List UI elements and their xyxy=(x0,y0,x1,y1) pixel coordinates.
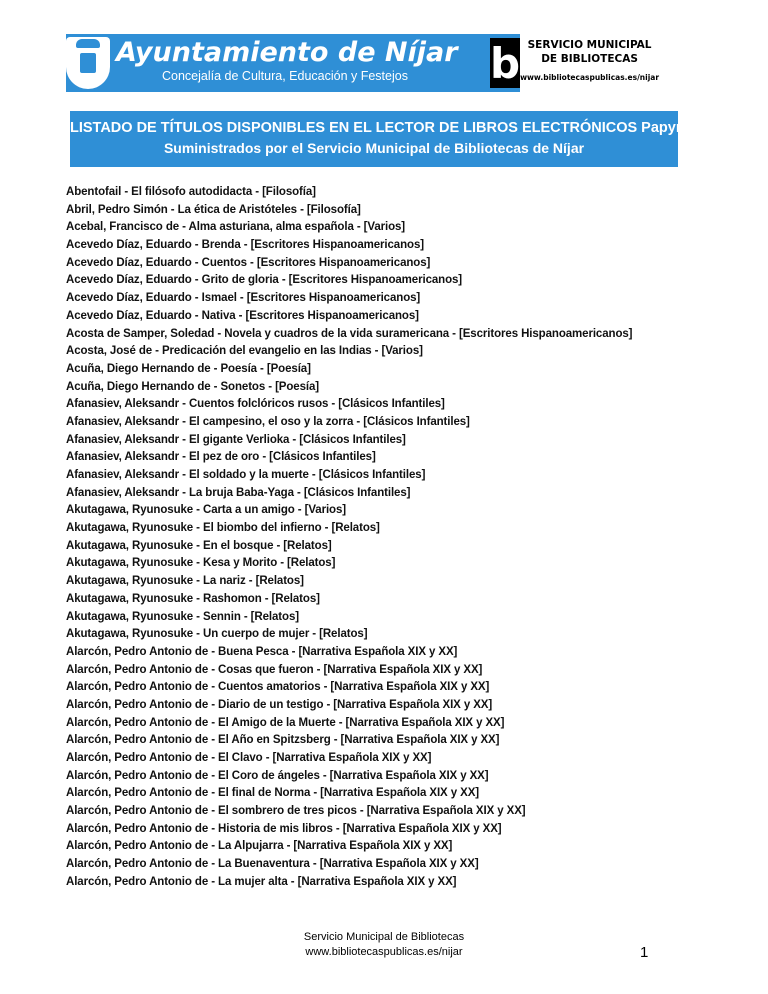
service-url: www.bibliotecaspublicas.es/nijar xyxy=(520,73,660,82)
header-titles xyxy=(110,34,490,92)
list-item: Afanasiev, Aleksandr - El soldado y la muerte - [Clásicos Infantiles] xyxy=(66,469,426,481)
list-item: Acevedo Díaz, Eduardo - Ismael - [Escritores Hispanoamericanos] xyxy=(66,292,421,305)
list-item: Alarcón, Pedro Antonio de - La mujer alta - [Narrativa Española XIX y XX] xyxy=(66,875,457,888)
list-item: Akutagawa, Ryunosuke - Kesa y Morito - [Relatos] xyxy=(66,557,336,570)
list-item: Alarcón, Pedro Antonio de - Cuentos amatorios - [Narrativa Española XIX y XX] xyxy=(66,681,490,694)
list-item: Alarcón, Pedro Antonio de - El Año en Spitzsberg - [Narrativa Española XIX y XX] xyxy=(66,734,500,747)
list-item: Alarcón, Pedro Antonio de - Diario de un testigo - [Narrativa Española XIX y XX] xyxy=(66,698,493,711)
library-service-block xyxy=(520,34,659,92)
list-item: Afanasiev, Aleksandr - El campesino, el oso y la zorra - [Clásicos Infantiles] xyxy=(66,415,470,428)
list-item: Acevedo Díaz, Eduardo - Grito de gloria - [Escritores Hispanoamericanos] xyxy=(66,274,463,287)
service-name: SERVICIO MUNICIPAL DE BIBLIOTECAS xyxy=(527,39,652,65)
list-item: Abentofail - El filósofo autodidacta - [Filosofía] xyxy=(66,186,316,198)
list-item: Abril, Pedro Simón - La ética de Aristóteles - [Filosofía] xyxy=(66,203,361,216)
list-item: Alarcón, Pedro Antonio de - Historia de mis libros - [Narrativa Española XIX y XX] xyxy=(66,822,502,835)
list-item: Akutagawa, Ryunosuke - Sennin - [Relatos] xyxy=(66,610,299,623)
list-item: Akutagawa, Ryunosuke - Un cuerpo de mujer - [Relatos] xyxy=(66,628,368,641)
brand-title: Ayuntamiento de Níjar xyxy=(116,37,458,68)
list-item: Alarcón, Pedro Antonio de - El final de Norma - [Narrativa Española XIX y XX] xyxy=(66,787,479,800)
list-item: Afanasiev, Aleksandr - El gigante Verlioka - [Clásicos Infantiles] xyxy=(66,433,406,446)
title-list xyxy=(66,184,686,892)
list-item: Acevedo Díaz, Eduardo - Nativa - [Escritores Hispanoamericanos] xyxy=(66,309,419,322)
header-banner xyxy=(66,34,660,92)
page-number: 1 xyxy=(640,944,649,961)
list-item: Acosta, José de - Predicación del evangelio en las Indias - [Varios] xyxy=(66,345,423,358)
footer-service-name: Servicio Municipal de Bibliotecas xyxy=(303,931,465,943)
footer-url: www.bibliotecaspublicas.es/nijar xyxy=(305,946,463,958)
list-item: Akutagawa, Ryunosuke - El biombo del infierno - [Relatos] xyxy=(66,522,380,535)
list-item: Acevedo Díaz, Eduardo - Brenda - [Escritores Hispanoamericanos] xyxy=(66,239,424,252)
list-item: Acevedo Díaz, Eduardo - Cuentos - [Escritores Hispanoamericanos] xyxy=(66,256,431,269)
list-item: Afanasiev, Aleksandr - Cuentos folclóricos rusos - [Clásicos Infantiles] xyxy=(66,398,445,411)
list-item: Alarcón, Pedro Antonio de - El sombrero de tres picos - [Narrativa Española XIX y XX] xyxy=(66,805,526,818)
list-item: Alarcón, Pedro Antonio de - La Buenaventura - [Narrativa Española XIX y XX] xyxy=(66,858,479,871)
page-footer xyxy=(0,930,768,960)
list-item: Akutagawa, Ryunosuke - La nariz - [Relatos] xyxy=(66,575,304,588)
list-item: Akutagawa, Ryunosuke - En el bosque - [Relatos] xyxy=(66,539,332,552)
list-item: Acuña, Diego Hernando de - Poesía - [Poesía] xyxy=(66,362,311,375)
list-item: Alarcón, Pedro Antonio de - Cosas que fueron - [Narrativa Española XIX y XX] xyxy=(66,663,483,676)
municipal-crest-icon xyxy=(66,34,110,92)
list-item: Akutagawa, Ryunosuke - Carta a un amigo - [Varios] xyxy=(66,504,347,517)
list-item: Acuña, Diego Hernando de - Sonetos - [Poesía] xyxy=(66,380,320,393)
list-item: Acebal, Francisco de - Alma asturiana, alma española - [Varios] xyxy=(66,221,406,234)
list-item: Alarcón, Pedro Antonio de - La Alpujarra - [Narrativa Española XIX y XX] xyxy=(66,840,453,853)
list-item: Alarcón, Pedro Antonio de - El Clavo - [Narrativa Española XIX y XX] xyxy=(66,752,432,764)
list-item: Alarcón, Pedro Antonio de - El Coro de ángeles - [Narrativa Española XIX y XX] xyxy=(66,769,489,782)
library-logo-icon: b xyxy=(490,38,521,88)
list-item: Akutagawa, Ryunosuke - Rashomon - [Relatos] xyxy=(66,592,320,605)
document-subtitle: Suministrados por el Servicio Municipal de Bibliotecas de Níjar xyxy=(163,140,585,156)
document-title-box xyxy=(70,111,714,167)
list-item: Acosta de Samper, Soledad - Novela y cuadros de la vida suramericana - [Escritores Hispanoamericanos] xyxy=(66,327,633,340)
list-item: Alarcón, Pedro Antonio de - Buena Pesca - [Narrativa Española XIX y XX] xyxy=(66,645,458,658)
brand-subtitle: Concejalía de Cultura, Educación y Festejos xyxy=(162,69,408,83)
list-item: Afanasiev, Aleksandr - El pez de oro - [Clásicos Infantiles] xyxy=(66,451,376,464)
list-item: Alarcón, Pedro Antonio de - El Amigo de la Muerte - [Narrativa Española XIX y XX] xyxy=(66,716,505,729)
list-item: Afanasiev, Aleksandr - La bruja Baba-Yaga - [Clásicos Infantiles] xyxy=(66,486,411,499)
document-title: LISTADO DE TÍTULOS DISPONIBLES EN EL LECTOR DE LIBROS ELECTRÓNICOS Papyre 6.2 xyxy=(70,120,714,136)
